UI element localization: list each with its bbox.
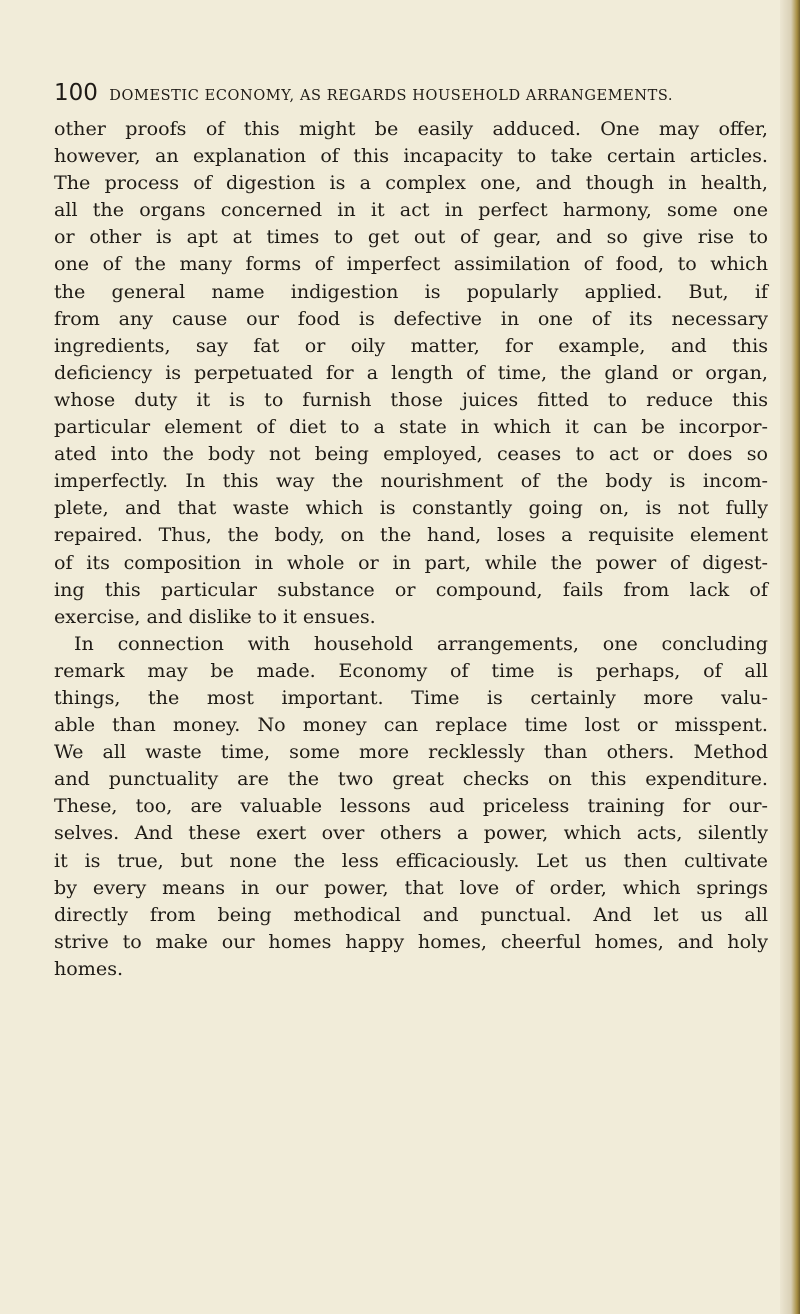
text-line: selves. And these exert over others a power, which acts, silently — [54, 821, 768, 845]
text-line: The process of digestion is a complex one, and though in health, — [54, 171, 768, 195]
text-line: things, the most important. Time is certainly more valu- — [54, 685, 768, 709]
text-line: the general name indigestion is popularly applied. But, if — [54, 279, 768, 303]
paragraph — [54, 630, 768, 982]
text-line: particular element of diet to a state in which it can be incorpor- — [54, 415, 768, 439]
text-line: by every means in our power, that love of order, which springs — [54, 875, 768, 899]
text-line: repaired. Thus, the body, on the hand, loses a requisite element — [54, 523, 768, 547]
text-line: however, an explanation of this incapacity to take certain articles. — [54, 144, 768, 168]
text-line: remark may be made. Economy of time is perhaps, of all — [54, 658, 768, 682]
text-line: directly from being methodical and punctual. And let us all — [54, 902, 768, 926]
page-header — [54, 80, 774, 106]
text-line: able than money. No money can replace time lost or misspent. — [54, 713, 768, 737]
text-line: all the organs concerned in it act in perfect harmony, some one — [54, 198, 768, 222]
text-line: deficiency is perpetuated for a length of time, the gland or organ, — [54, 360, 768, 384]
text-line: ated into the body not being employed, ceases to act or does so — [54, 442, 768, 466]
text-line: from any cause our food is defective in one of its necessary — [54, 306, 768, 330]
page-edge — [780, 0, 800, 1314]
text-line: homes. — [54, 956, 124, 980]
text-line: of its composition in whole or in part, while the power of digest- — [54, 550, 768, 574]
text-line: ing this particular substance or compound, fails from lack of — [54, 577, 768, 601]
text-line: it is true, but none the less efficaciously. Let us then cultivate — [54, 848, 768, 872]
text-line: We all waste time, some more recklessly than others. Method — [54, 740, 768, 764]
text-line: whose duty it is to furnish those juices fitted to reduce this — [54, 387, 768, 411]
text-line: or other is apt at times to get out of gear, and so give rise to — [54, 225, 768, 249]
text-line: In connection with household arrangements, one concluding — [74, 631, 768, 655]
body-text — [54, 115, 768, 982]
text-line: strive to make our homes happy homes, cheerful homes, and holy — [54, 929, 768, 953]
text-line: ingredients, say fat or oily matter, for example, and this — [54, 333, 768, 357]
page-number: 100 — [54, 80, 98, 106]
text-line: plete, and that waste which is constantly going on, is not fully — [54, 496, 768, 520]
text-line: imperfectly. In this way the nourishment of the body is incom- — [54, 469, 768, 493]
running-head: DOMESTIC ECONOMY, AS REGARDS HOUSEHOLD ARRANGEMENTS. — [109, 88, 674, 104]
text-line: These, too, are valuable lessons aud priceless training for our- — [54, 794, 768, 818]
text-line: and punctuality are the two great checks on this expenditure. — [54, 767, 768, 791]
text-line: other proofs of this might be easily adduced. One may offer, — [54, 117, 768, 140]
text-line: exercise, and dislike to it ensues. — [54, 604, 376, 628]
text-line: one of the many forms of imperfect assimilation of food, to which — [54, 252, 768, 276]
paragraph — [54, 115, 768, 630]
